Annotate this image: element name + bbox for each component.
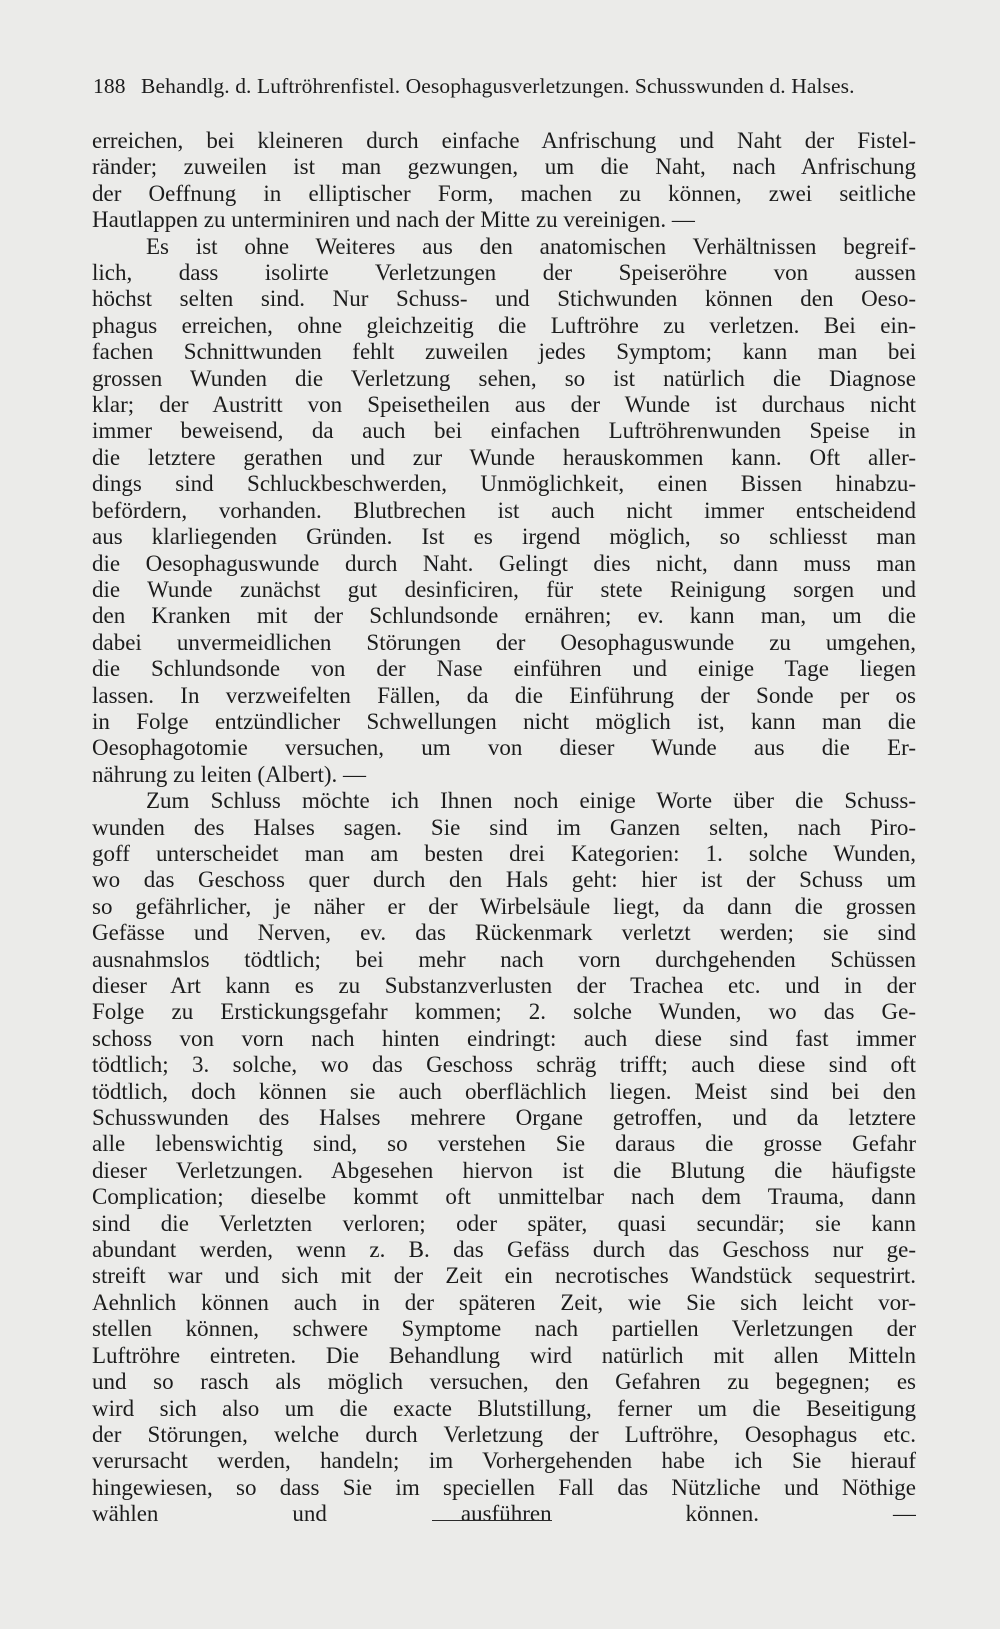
text-line: die letztere gerathen und zur Wunde herauskommen kann. Oft aller- [92,444,916,470]
text-line: immer beweisend, da auch bei einfachen Luftröhrenwunden Speise in [92,418,916,444]
text-line: goff unterscheidet man am besten drei Kategorien: 1. solche Wunden, [92,840,916,866]
text-line: höchst selten sind. Nur Schuss- und Stichwunden können den Oeso- [92,286,916,312]
text-line: tödtlich; 3. solche, wo das Geschoss schräg trifft; auch diese sind oft [92,1052,916,1078]
text-line: der Oeffnung in elliptischer Form, machen zu können, zwei seitliche [92,180,916,206]
text-line: Hautlappen zu unterminiren und nach der Mitte zu vereinigen. — [92,207,695,233]
text-line: wird sich also um die exacte Blutstillung, ferner um die Beseitigung [92,1395,916,1421]
text-line: in Folge entzündlicher Schwellungen nicht möglich ist, kann man die [92,708,916,734]
text-line: dings sind Schluckbeschwerden, Unmöglichkeit, einen Bissen hinabzu- [92,471,916,497]
text-line: wunden des Halses sagen. Sie sind im Ganzen selten, nach Piro- [92,814,916,840]
text-line: sind die Verletzten verloren; oder später, quasi secundär; sie kann [92,1210,916,1236]
text-line: dieser Art kann es zu Substanzverlusten der Trachea etc. und in der [92,973,916,998]
text-line: ausnahmslos tödtlich; bei mehr nach vorn durchgehenden Schüssen [92,946,916,972]
running-title: Behandlg. d. Luftröhrenfistel. Oesophagusverletzungen. Schusswunden d. Halses. [141,74,855,98]
text-line: dieser Verletzungen. Abgesehen hiervon ist die Blutung die häufigste [92,1157,916,1183]
text-line: Complication; dieselbe kommt oft unmittelbar nach dem Trauma, dann [92,1184,916,1210]
text-line: erreichen, bei kleineren durch einfache Anfrischung und Naht der Fistel- [92,128,916,153]
text-line: verursacht werden, handeln; im Vorhergehenden habe ich Sie hierauf [92,1448,916,1474]
text-line: hingewiesen, so dass Sie im speciellen Fall das Nützliche und Nöthige [92,1474,916,1500]
text-line: lassen. In verzweifelten Fällen, da die Einführung der Sonde per os [92,682,916,708]
text-line: alle lebenswichtig sind, so verstehen Sie daraus die grosse Gefahr [92,1131,916,1157]
text-line: Zum Schluss möchte ich Ihnen noch einige Worte über die Schuss- [146,788,916,814]
text-line: ränder; zuweilen ist man gezwungen, um die Naht, nach Anfrischung [92,154,916,180]
text-line: aus klarliegenden Gründen. Ist es irgend möglich, so schliesst man [92,524,916,550]
text-line: fachen Schnittwunden fehlt zuweilen jedes Symptom; kann man bei [92,339,916,365]
text-line: die Oesophaguswunde durch Naht. Gelingt dies nicht, dann muss man [92,550,916,576]
text-line: und so rasch als möglich versuchen, den Gefahren zu begegnen; es [92,1369,916,1395]
text-line: die Wunde zunächst gut desinficiren, für stete Reinigung sorgen und [92,576,916,602]
text-line: stellen können, schwere Symptome nach partiellen Verletzungen der [92,1316,916,1342]
text-line: den Kranken mit der Schlundsonde ernähren; ev. kann man, um die [92,603,916,629]
text-line: dabei unvermeidlichen Störungen der Oesophaguswunde zu umgehen, [92,629,916,655]
text-line: Gefässe und Nerven, ev. das Rückenmark verletzt werden; sie sind [92,920,916,946]
text-line: Luftröhre eintreten. Die Behandlung wird natürlich mit allen Mitteln [92,1342,916,1368]
text-line: wo das Geschoss quer durch den Hals geht: hier ist der Schuss um [92,867,916,893]
text-line: Folge zu Erstickungsgefahr kommen; 2. solche Wunden, wo das Ge- [92,999,916,1025]
text-line: phagus erreichen, ohne gleichzeitig die Luftröhre zu verletzen. Bei ein- [92,312,916,338]
text-line: nährung zu leiten (Albert). — [92,761,366,787]
text-line: die Schlundsonde von der Nase einführen und einige Tage liegen [92,656,916,682]
text-line: abundant werden, wenn z. B. das Gefäss durch das Geschoss nur ge- [92,1237,916,1263]
text-line: lich, dass isolirte Verletzungen der Speiseröhre von aussen [92,260,916,286]
text-line: der Störungen, welche durch Verletzung der Luftröhre, Oesophagus etc. [92,1421,916,1447]
text-line: Es ist ohne Weiteres aus den anatomischen Verhältnissen begreif- [146,233,916,259]
text-line: Aehnlich können auch in der späteren Zeit, wie Sie sich leicht vor- [92,1289,916,1315]
section-end-rule [432,1520,552,1521]
text-line: so gefährlicher, je näher er der Wirbelsäule liegt, da dann die grossen [92,893,916,919]
running-header [93,74,923,99]
text-line: klar; der Austritt von Speisetheilen aus der Wunde ist durchaus nicht [92,392,916,418]
body-text [92,128,916,1528]
text-line: schoss von vorn nach hinten eindringt: auch diese sind fast immer [92,1025,916,1051]
text-line: wählen und ausführen können. — [92,1501,916,1527]
text-line: Oesophagotomie versuchen, um von dieser Wunde aus die Er- [92,735,916,761]
text-line: grossen Wunden die Verletzung sehen, so ist natürlich die Diagnose [92,365,916,391]
text-line: tödtlich, doch können sie auch oberflächlich liegen. Meist sind bei den [92,1078,916,1104]
page-number: 188 [93,74,126,98]
text-line: streift war und sich mit der Zeit ein necrotisches Wandstück sequestrirt. [92,1263,916,1289]
text-line: Schusswunden des Halses mehrere Organe getroffen, und da letztere [92,1105,916,1131]
text-line: befördern, vorhanden. Blutbrechen ist auch nicht immer entscheidend [92,497,916,523]
